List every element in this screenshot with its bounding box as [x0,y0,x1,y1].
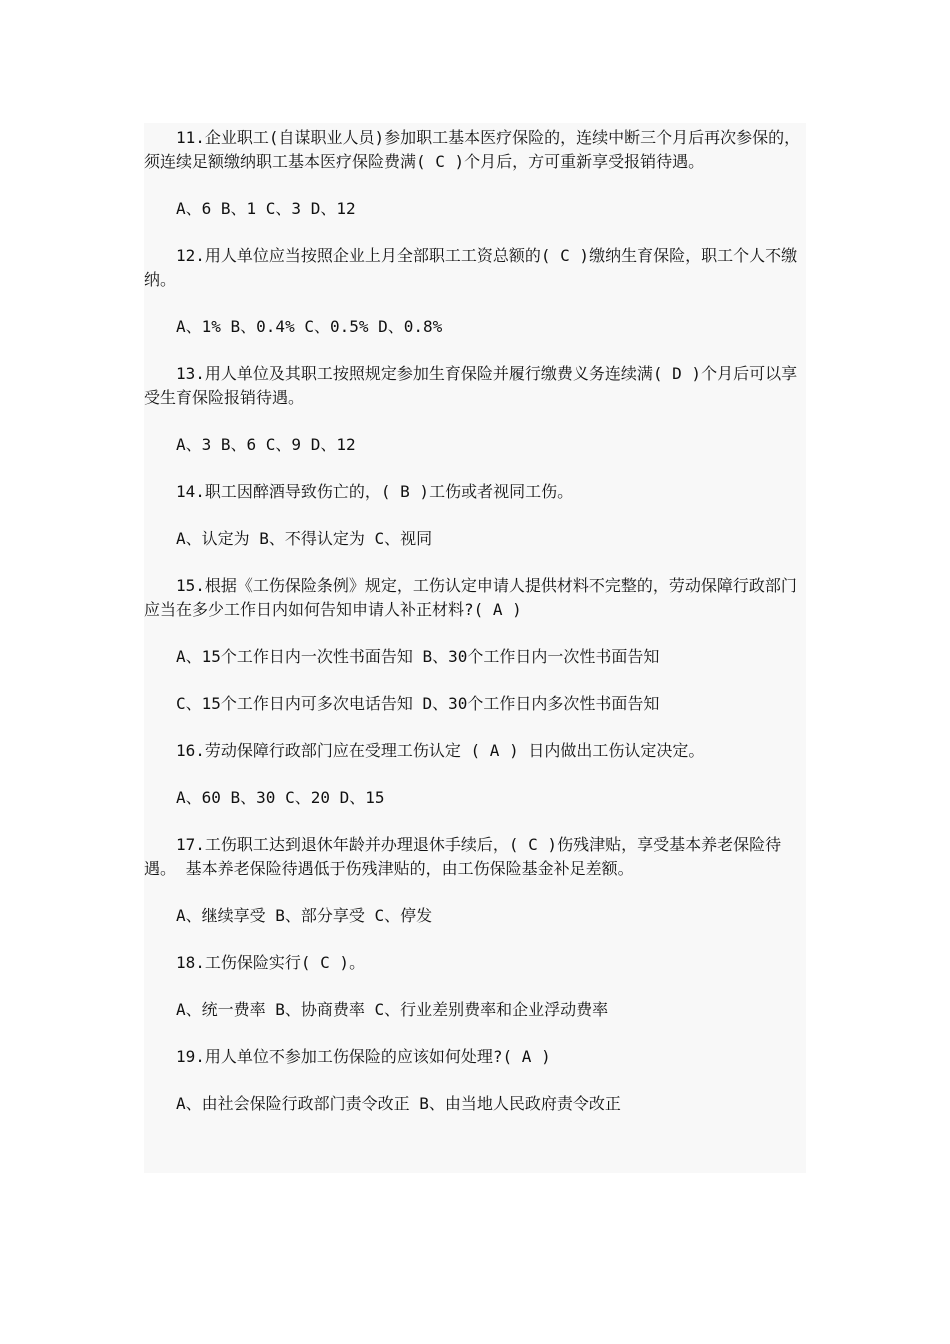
question-15: 15.根据《工伤保险条例》规定，工伤认定申请人提供材料不完整的，劳动保障行政部门应当在多少工作日内如何告知申请人补正材料?( A ) [144,576,797,619]
question-13: 13.用人单位及其职工按照规定参加生育保险并履行缴费义务连续满( D )个月后可以享受生育保险报销待遇。 [144,364,798,407]
options-17: A、继续享受 B、部分享受 C、停发 [176,906,433,925]
options-13: A、3 B、6 C、9 D、12 [176,435,356,454]
options-16: A、60 B、30 C、20 D、15 [176,788,385,807]
options-11: A、6 B、1 C、3 D、12 [176,199,356,218]
options-19: A、由社会保险行政部门责令改正 B、由当地人民政府责令改正 [176,1094,621,1113]
question-14: 14.职工因醉酒导致伤亡的，( B )工伤或者视同工伤。 [176,482,574,501]
question-16: 16.劳动保障行政部门应在受理工伤认定 ( A ) 日内做出工伤认定决定。 [176,741,705,760]
options-14: A、认定为 B、不得认定为 C、视同 [176,529,433,548]
question-19: 19.用人单位不参加工伤保险的应该如何处理?( A ) [176,1047,551,1066]
options-15-ab: A、15个工作日内一次性书面告知 B、30个工作日内一次性书面告知 [176,647,660,666]
options-12: A、1% B、0.4% C、0.5% D、0.8% [176,317,443,336]
question-12: 12.用人单位应当按照企业上月全部职工工资总额的( C )缴纳生育保险，职工个人不缴纳。 [144,246,798,289]
options-15-cd: C、15个工作日内可多次电话告知 D、30个工作日内多次性书面告知 [176,694,660,713]
question-18: 18.工伤保险实行( C )。 [176,953,366,972]
options-18: A、统一费率 B、协商费率 C、行业差别费率和企业浮动费率 [176,1000,609,1019]
question-11: 11.企业职工(自谋职业人员)参加职工基本医疗保险的，连续中断三个月后再次参保的，须连续足额缴纳职工基本医疗保险费满( C )个月后，方可重新享受报销待遇。 [144,128,801,171]
question-17: 17.工伤职工达到退休年龄并办理退休手续后，( C )伤残津贴，享受基本养老保险待遇。 基本养老保险待遇低于伤残津贴的，由工伤保险基金补足差额。 [144,835,782,878]
document-body [144,126,806,1139]
